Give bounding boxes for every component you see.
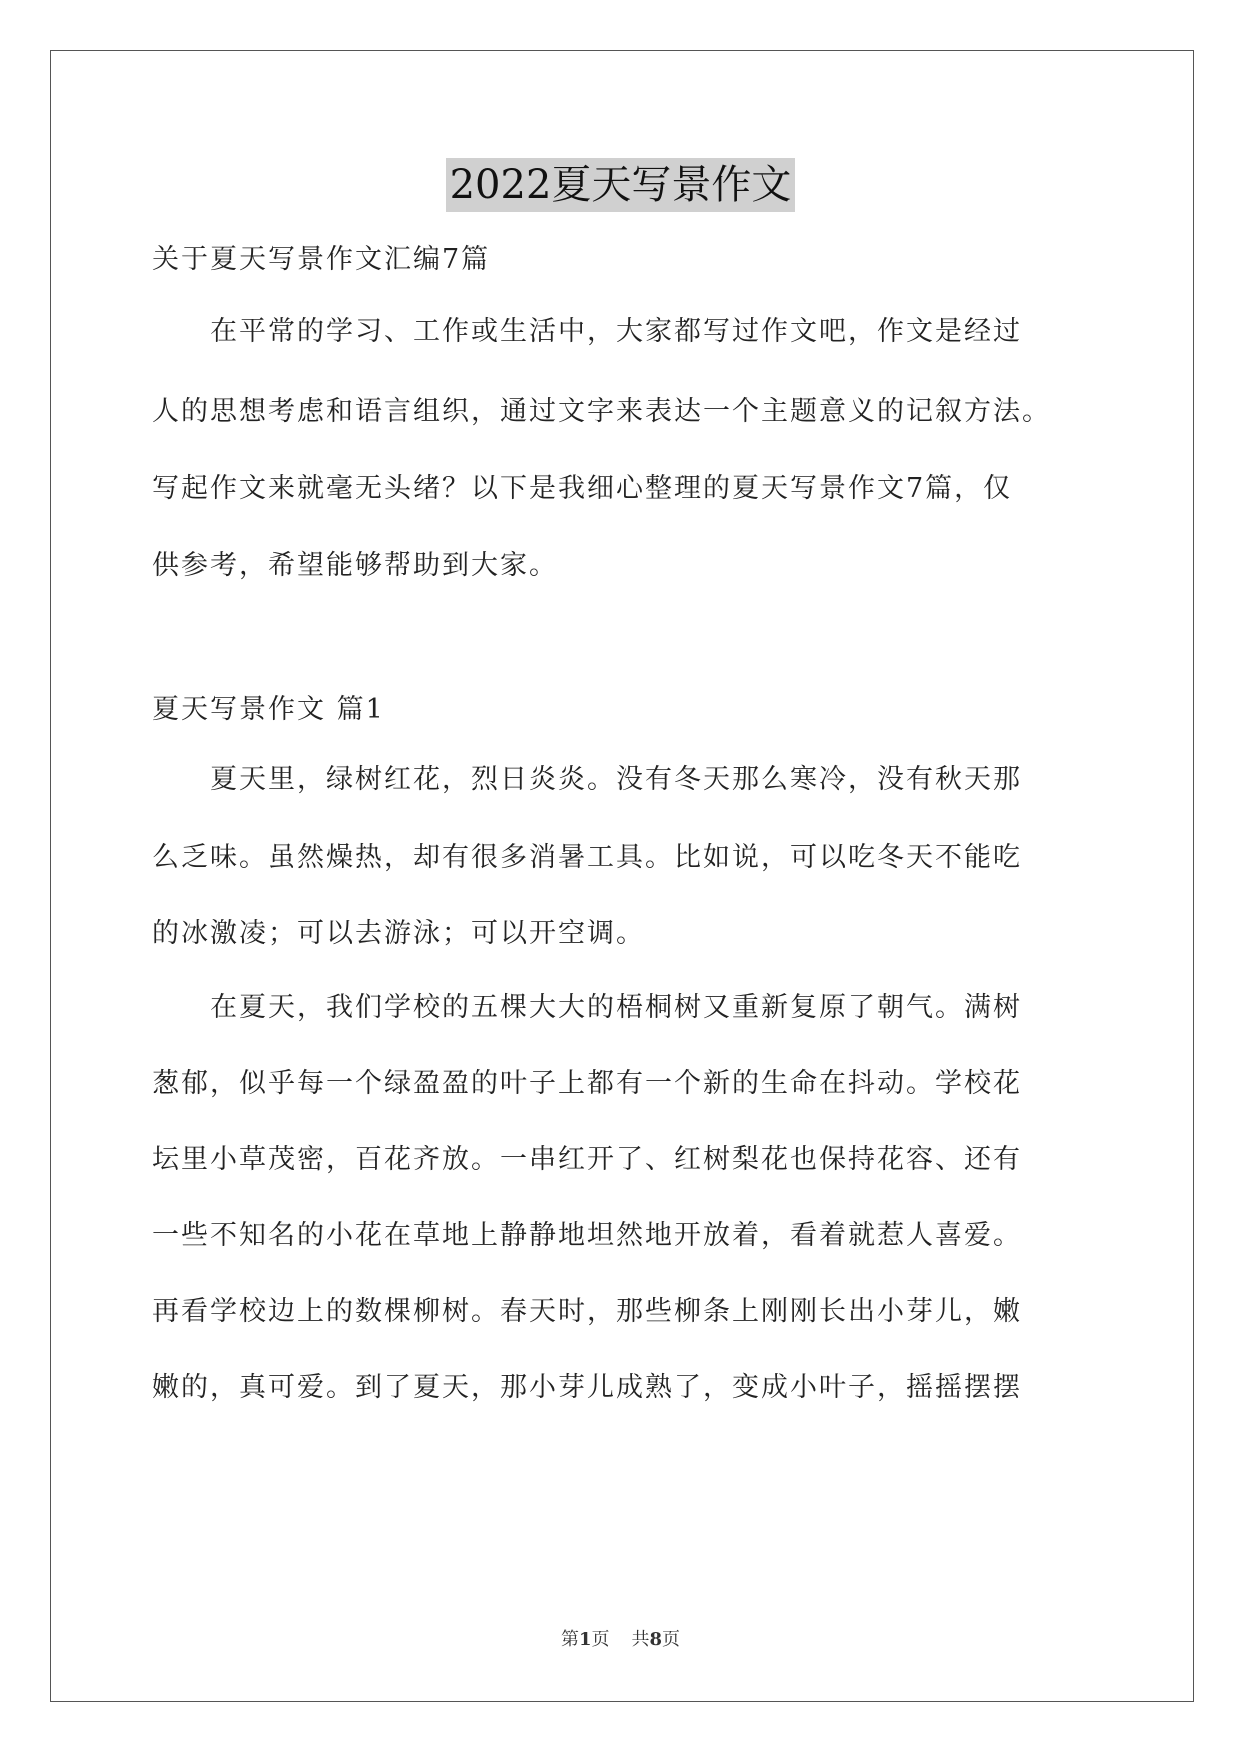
- text-line: 夏天里，绿树红花，烈日炎炎。没有冬天那么寒冷，没有秋天那: [152, 764, 1022, 795]
- total-prefix: 共: [631, 1629, 650, 1650]
- total-suffix: 页: [662, 1629, 681, 1650]
- text-line: 嫩的，真可爱。到了夏天，那小芽儿成熟了，变成小叶子，摇摇摆摆: [152, 1372, 1022, 1403]
- text-line: 供参考，希望能够帮助到大家。: [152, 550, 558, 581]
- total-pages: 8: [649, 1629, 663, 1650]
- page-label-prefix: 第: [560, 1629, 579, 1650]
- document-subtitle: 关于夏天写景作文汇编7篇: [152, 244, 491, 275]
- text-line: 在平常的学习、工作或生活中，大家都写过作文吧，作文是经过: [152, 316, 1022, 347]
- page-label-suffix: 页: [591, 1629, 610, 1650]
- text-line: 么乏味。虽然燥热，却有很多消暑工具。比如说，可以吃冬天不能吃: [152, 842, 1022, 873]
- text-line: 写起作文来就毫无头绪？以下是我细心整理的夏天写景作文7篇，仅: [152, 473, 1013, 504]
- text-line: 一些不知名的小花在草地上静静地坦然地开放着，看着就惹人喜爱。: [152, 1220, 1022, 1251]
- text-line: 在夏天，我们学校的五棵大大的梧桐树又重新复原了朝气。满树: [152, 992, 1022, 1023]
- text-line: 坛里小草茂密，百花齐放。一串红开了、红树梨花也保持花容、还有: [152, 1144, 1022, 1175]
- document-title: 2022夏天写景作文: [446, 158, 796, 212]
- text-line: 葱郁，似乎每一个绿盈盈的叶子上都有一个新的生命在抖动。学校花: [152, 1068, 1022, 1099]
- title-wrap: [0, 158, 1241, 212]
- text-line: 人的思想考虑和语言组织，通过文字来表达一个主题意义的记叙方法。: [152, 396, 1051, 427]
- text-line: 再看学校边上的数棵柳树。春天时，那些柳条上刚刚长出小芽儿，嫩: [152, 1296, 1022, 1327]
- text-line: 的冰激凌；可以去游泳；可以开空调。: [152, 918, 645, 949]
- page-footer: [0, 1628, 1241, 1652]
- page-number: 1: [578, 1629, 592, 1650]
- section-heading: 夏天写景作文 篇1: [152, 694, 385, 725]
